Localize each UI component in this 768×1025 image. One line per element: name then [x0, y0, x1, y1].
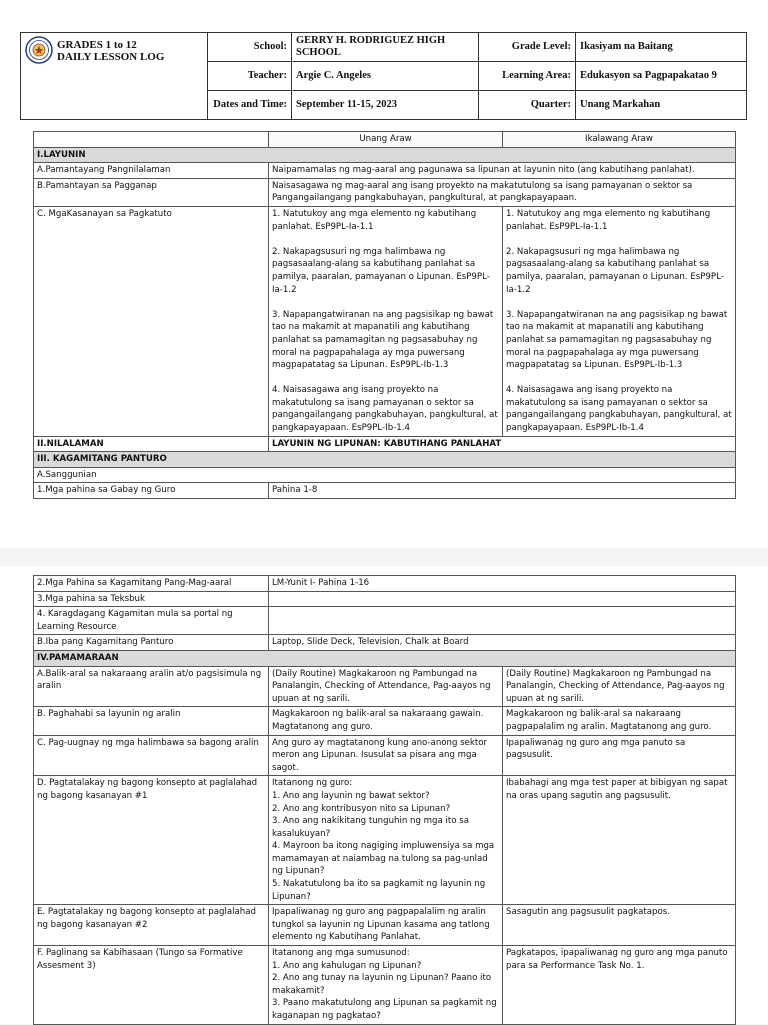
pe-label: E. Pagtatalakay ng bagong konsepto at paglalahad ng bagong kasanayan #2 [34, 905, 269, 946]
pb-label: B. Paghahabi sa layunin ng aralin [34, 707, 269, 735]
blank-head-cell [34, 132, 269, 148]
quarter-label: Quarter: [479, 91, 576, 120]
learning-area-value: Edukasyon sa Pagpapakatao 9 [576, 62, 747, 91]
pf-day2: Pagkatapos, ipapaliwanag ng guro ang mga panuto para sa Performance Task No. 1. [503, 946, 736, 1025]
grade-level-label: Grade Level: [479, 33, 576, 62]
teacher-value: Argie C. Angeles [292, 62, 479, 91]
pc-day2: Ipapaliwanag ng guro ang mga panuto sa pagsusulit. [503, 735, 736, 776]
nilalaman-value: LAYUNIN NG LIPUNAN: KABUTIHANG PANLAHAT [269, 436, 736, 452]
r3-label: 3.Mga pahina sa Teksbuk [34, 591, 269, 607]
dates-label: Dates and Time: [208, 91, 292, 120]
pe-day1: Ipapaliwanag ng guro ang pagpapalalim ng aralin tungkol sa layunin ng Lipunan kasama ang tatlong elemento ng Kabutihang Panlahat. [269, 905, 503, 946]
log-title: DAILY LESSON LOG [57, 51, 165, 63]
row-b-label: B.Pamantayan sa Pagganap [34, 178, 269, 206]
col-head-day1: Unang Araw [269, 132, 503, 148]
header-table [20, 32, 747, 120]
grade-level-value: Ikasiyam na Baitang [576, 33, 747, 62]
col-head-day2: Ikalawang Araw [503, 132, 736, 148]
learning-area-label: Learning Area: [479, 62, 576, 91]
r2-value: LM-Yunit I- Pahina 1-16 [269, 576, 736, 592]
pb-day1: Magkakaroon ng balik-aral sa nakaraang gawain. Magtatanong ang guro. [269, 707, 503, 735]
lesson-table-page-1 [33, 131, 736, 499]
r2-label: 2.Mga Pahina sa Kagamitang Pang-Mag-aaral [34, 576, 269, 592]
grades-title: GRADES 1 to 12 [57, 39, 137, 51]
row-c-day2: 1. Natutukoy ang mga elemento ng kabutihang panlahat. EsP9PL-Ia-1.1 2. Nakapagsusuri ng mga halimbawa ng pagsasaalang-alang sa kabutihang panlahat sa pamilya, paaralan, pamayanan o Lipunan. EsP9PL-Ia-1.2 3. Napapangatwiranan na ang pagsisikap ng bawat tao na makamit at mapanatili ang kabutihang panlahat sa pamamagitan ng pagsasabuhay ng moral na pagpapahalaga ay mga puwersang magpapatatag sa Lipunan. EsP9PL-Ib-1.3 4. Naisasagawa ang isang proyekto na makatutulong sa isang pamayanan o sektor sa pangangailangang pangkabuhayan, pangkultural, at pangkapayapaan. EsP9PL-Ib-1.4 [503, 206, 736, 436]
section-layunin: I.LAYUNIN [34, 147, 736, 163]
pa-label: A.Balik-aral sa nakaraang aralin at/o pagsisimula ng aralin [34, 666, 269, 707]
quarter-value: Unang Markahan [576, 91, 747, 120]
section-kagamitan: III. KAGAMITANG PANTURO [34, 452, 736, 468]
pa-day1: (Daily Routine) Magkakaroon ng Pambungad na Panalangin, Checking of Attendance, Pag-aayos ng upuan at ng sarili. [269, 666, 503, 707]
pc-day1: Ang guro ay magtatanong kung ano-anong sektor meron ang Lipunan. Isusulat sa pisara ang mga sagot. [269, 735, 503, 776]
r3-value [269, 591, 736, 607]
pc-label: C. Pag-uugnay ng mga halimbawa sa bagong aralin [34, 735, 269, 776]
dates-value: September 11-15, 2023 [292, 91, 479, 120]
pa-day2: (Daily Routine) Magkakaroon ng Pambungad na Panalangin, Checking of Attendance, Pag-aayos ng upuan at ng sarili. [503, 666, 736, 707]
deped-seal-icon [25, 36, 53, 64]
r4-label: 4. Karagdagang Kagamitan mula sa portal ng Learning Resource [34, 607, 269, 635]
pf-label: F. Paglinang sa Kabihasaan (Tungo sa Formative Assesment 3) [34, 946, 269, 1025]
school-value: GERRY H. RODRIGUEZ HIGH SCHOOL [292, 33, 479, 62]
teacher-label: Teacher: [208, 62, 292, 91]
rb-label: B.Iba pang Kagamitang Panturo [34, 635, 269, 651]
document-page-2 [0, 566, 768, 1024]
pe-day2: Sasagutin ang pagsusulit pagkatapos. [503, 905, 736, 946]
r4-value [269, 607, 736, 635]
pb-day2: Magkakaroon ng balik-aral sa nakaraang pagpapalalim ng aralin. Magtatanong ang guro. [503, 707, 736, 735]
row-a-label: A.Pamantayang Pangnilalaman [34, 163, 269, 179]
row-c-label: C. MgaKasanayan sa Pagkatuto [34, 206, 269, 436]
row-a-value: Naipamamalas ng mag-aaral ang pagunawa sa lipunan at layunin nito (ang kabutihang panlahat). [269, 163, 736, 179]
pd-day1: Itatanong ng guro: 1. Ano ang layunin ng bawat sektor? 2. Ano ang kontribusyon nito sa Lipunan? 3. Ano ang nakikitang tunguhin ng mga ito sa kasalukuyan? 4. Mayroon ba itong nagiging impluwensiya sa mga mamamayan at naiambag na tulong sa pag-unlad ng Lipunan? 5. Nakatutulong ba ito sa pagkamit ng layunin ng Lipunan? [269, 776, 503, 905]
pf-day1: Itatanong ang mga sumusunod: 1. Ano ang kahulugan ng Lipunan? 2. Ano ang tunay na layunin ng Lipunan? Paano ito makakamit? 3. Paano makatutulong ang Lipunan sa pagkamit ng kaganapan ng pagkatao? [269, 946, 503, 1025]
rb-value: Laptop, Slide Deck, Television, Chalk at Board [269, 635, 736, 651]
pd-day2: Ibabahagi ang mga test paper at bibigyan ng sapat na oras upang sagutin ang pagsusulit. [503, 776, 736, 905]
gabay-label: 1.Mga pahina sa Gabay ng Guro [34, 483, 269, 499]
sanggunian-row: A.Sanggunian [34, 467, 736, 483]
section-pamamaraan: IV.PAMAMARAAN [34, 650, 736, 666]
lesson-table-page-2 [33, 575, 736, 1025]
row-b-value: Naisasagawa ng mag-aaral ang isang proyekto na makatutulong sa isang pamayanan o sektor sa Pangangailangang pangkabuhayan, pangkultural, at pangkapayapaan. [269, 178, 736, 206]
header-logo-cell [21, 33, 208, 120]
pd-label: D. Pagtatalakay ng bagong konsepto at paglalahad ng bagong kasanayan #1 [34, 776, 269, 905]
gabay-value: Pahina 1-8 [269, 483, 736, 499]
row-c-day1: 1. Natutukoy ang mga elemento ng kabutihang panlahat. EsP9PL-Ia-1.1 2. Nakapagsusuri ng mga halimbawa ng pagsasaalang-alang sa kabutihang panlahat sa pamilya, paaralan, pamayanan o Lipunan. EsP9PL-Ia-1.2 3. Napapangatwiranan na ang pagsisikap ng bawat tao na makamit at mapanatili ang kabutihang panlahat sa pamamagitan ng pagsasabuhay ng moral na pagpapahalaga ay mga puwersang magpapatatag sa Lipunan. EsP9PL-Ib-1.3 4. Naisasagawa ang isang proyekto na makatutulong sa isang pamayanan o sektor sa pangangailangang pangkabuhayan, pangkultural, at pangkapayapaan. EsP9PL-Ib-1.4 [269, 206, 503, 436]
school-label: School: [208, 33, 292, 62]
section-nilalaman: II.NILALAMAN [34, 436, 269, 452]
